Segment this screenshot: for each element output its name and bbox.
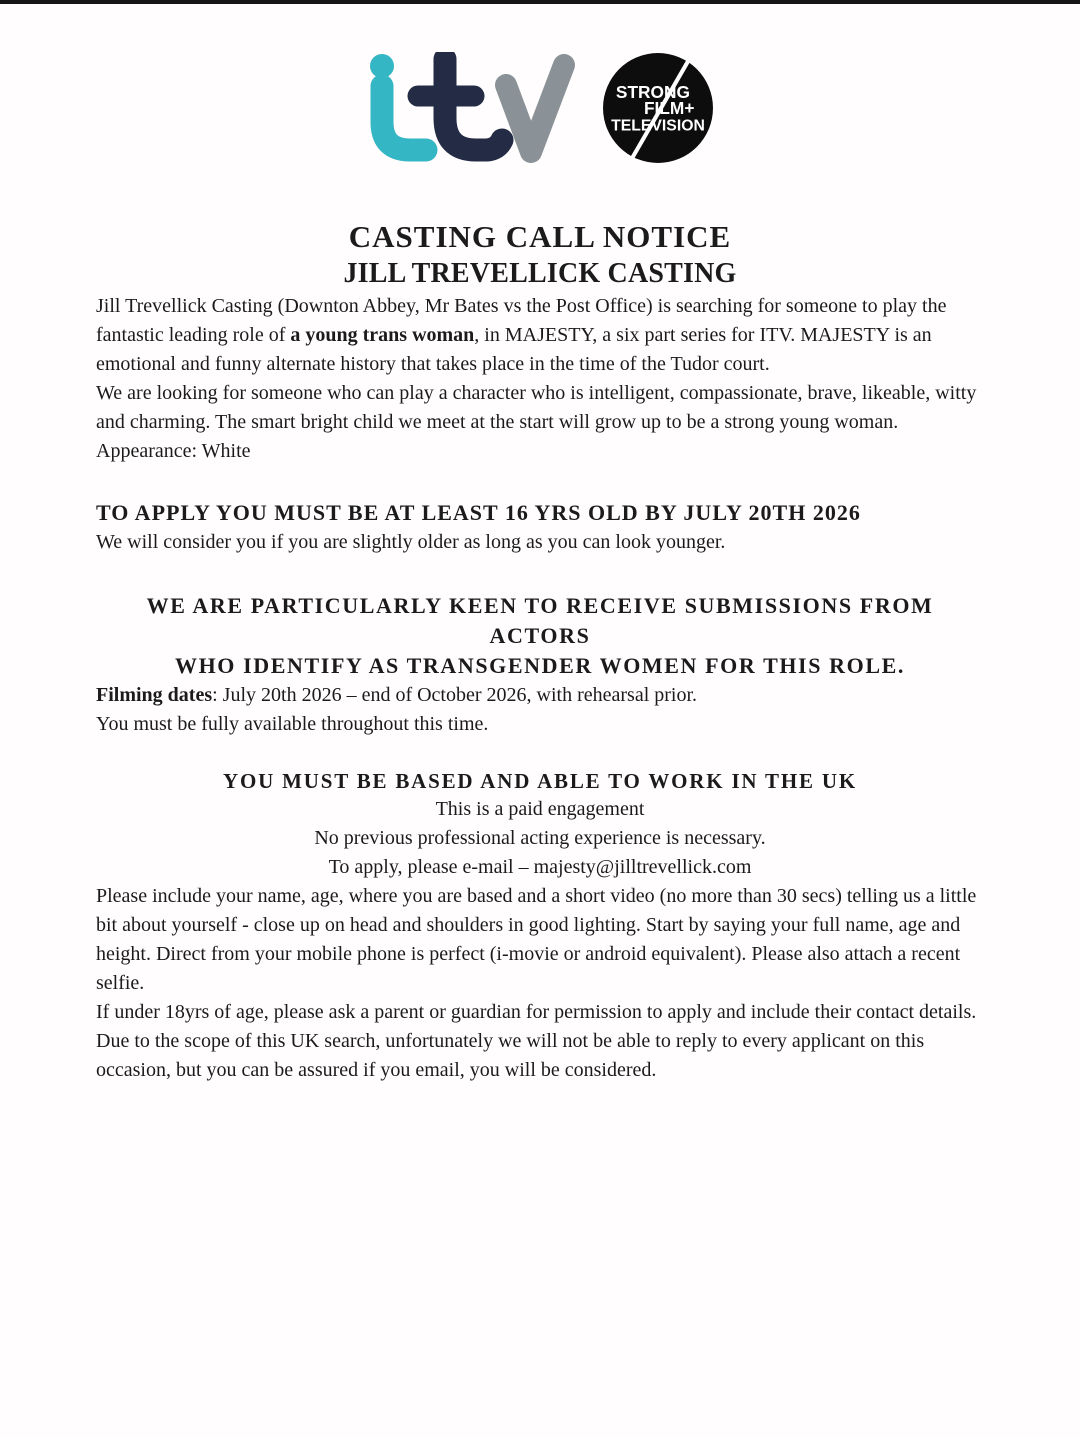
paid-engagement-line: This is a paid engagement — [435, 798, 645, 820]
strong-film-television-logo-icon — [602, 52, 714, 164]
intro-text-pre: Jill Trevellick Casting (Downton Abbey, Mr Bates vs the Post Office) is searching for someone to play the fantastic leading role of — [96, 295, 947, 346]
role-highlight: a young trans woman — [290, 324, 475, 346]
document-body — [0, 292, 1080, 1085]
closing-paragraph: Due to the scope of this UK search, unfortunately we will not be able to reply to every applicant on this occasion, but you can be assured if you email, you will be considered. — [96, 1030, 925, 1081]
character-paragraph — [96, 379, 984, 466]
apply-email-line: To apply, please e-mail – majesty@jilltrevellick.com — [328, 856, 752, 878]
intro-text-post: , in MAJESTY, a six part series for ITV. MAJESTY is an emotional and funny alternate history that takes place in the time of the Tudor court. — [96, 324, 932, 375]
age-requirement-heading: TO APPLY YOU MUST BE AT LEAST 16 YRS OLD BY JULY 20TH 2026 — [96, 500, 861, 525]
under-18-paragraph: If under 18yrs of age, please ask a parent or guardian for permission to apply and include their contact details. — [96, 1001, 977, 1023]
strong-logo-line-1: STRONG — [615, 81, 690, 102]
experience-note: No previous professional acting experience is necessary. — [314, 827, 766, 849]
filming-dates-paragraph — [96, 681, 984, 739]
casting-company-title: JILL TREVELLICK CASTING — [343, 258, 737, 289]
logo-row — [0, 50, 1080, 166]
top-edge-bar — [0, 0, 1080, 4]
itv-logo-icon — [366, 52, 584, 164]
filming-dates-value: : July 20th 2026 – end of October 2026, with rehearsal prior. — [212, 684, 698, 706]
appearance-line: Appearance: White — [96, 440, 251, 462]
intro-paragraph — [96, 292, 984, 379]
strong-logo-line-3: TELEVISION — [611, 117, 705, 135]
submissions-notice-heading — [96, 591, 984, 681]
page-title: CASTING CALL NOTICE — [348, 219, 732, 254]
submissions-notice-line-2: WHO IDENTIFY AS TRANSGENDER WOMEN FOR THIS ROLE. — [175, 653, 905, 678]
age-requirement-note: We will consider you if you are slightly older as long as you can look younger. — [96, 531, 726, 553]
filming-dates-label: Filming dates — [96, 684, 213, 706]
application-details-paragraph: Please include your name, age, where you are based and a short video (no more than 30 secs) telling us a little bit about yourself - close up on head and shoulders in good lighting. Start by saying your full name, age and height. Direct from your mobile phone is perfect (i-movie or android equivalent). Please also attach a recent selfie. — [96, 885, 977, 994]
submissions-notice-line-1: WE ARE PARTICULARLY KEEN TO RECEIVE SUBMISSIONS FROM ACTORS — [146, 593, 934, 648]
uk-based-heading: YOU MUST BE BASED AND ABLE TO WORK IN THE UK — [223, 769, 857, 793]
availability-line: You must be fully available throughout this time. — [96, 713, 489, 735]
strong-logo-line-2: FILM+ — [643, 98, 695, 119]
character-description: We are looking for someone who can play a character who is intelligent, compassionate, brave, likeable, witty and charming. The smart bright child we meet at the start will grow up to be a strong young woman. — [96, 382, 977, 433]
